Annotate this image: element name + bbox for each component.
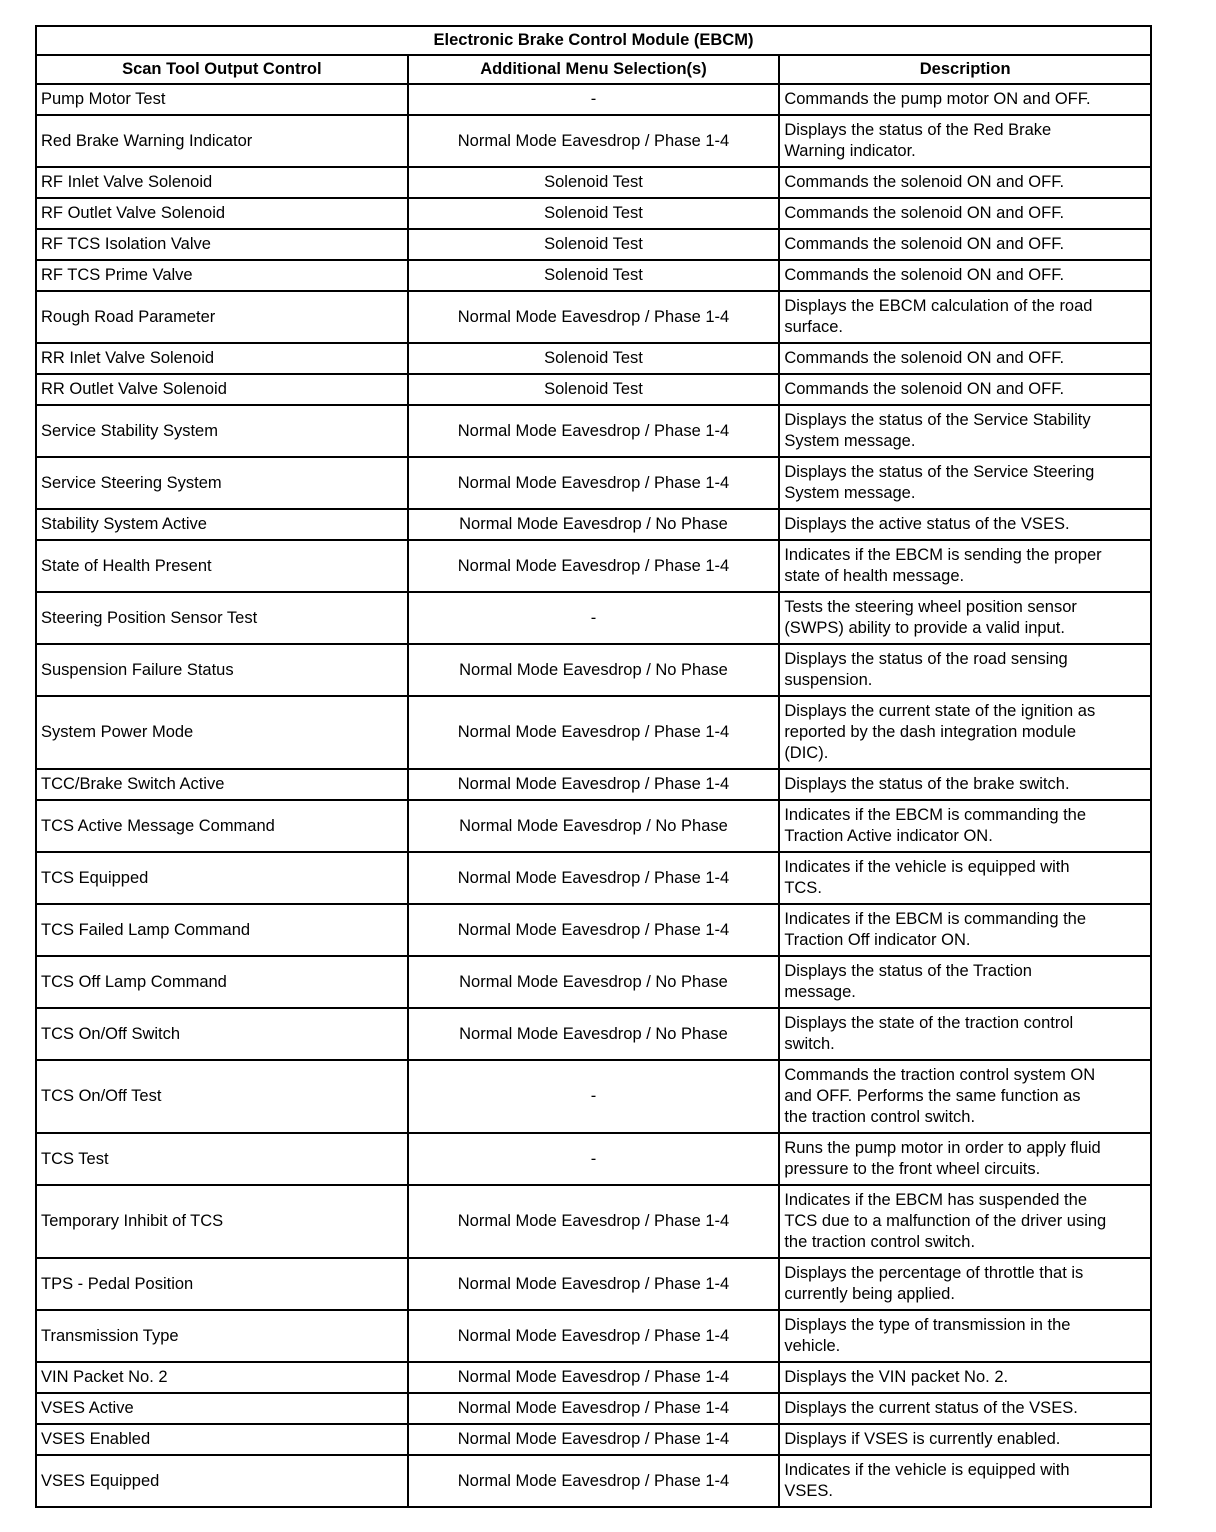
output-control-cell: RF Inlet Valve Solenoid xyxy=(36,167,408,198)
output-control-cell: TCS Failed Lamp Command xyxy=(36,904,408,956)
description-cell: Tests the steering wheel position sensor (SWPS) ability to provide a valid input. xyxy=(779,592,1151,644)
menu-selection-cell: - xyxy=(408,1133,780,1185)
table-row xyxy=(36,904,1151,956)
menu-selection-cell: - xyxy=(408,84,780,115)
menu-selection-cell: Normal Mode Eavesdrop / Phase 1-4 xyxy=(408,769,780,800)
menu-selection-cell: Solenoid Test xyxy=(408,229,780,260)
output-control-cell: RF TCS Prime Valve xyxy=(36,260,408,291)
output-control-cell: Steering Position Sensor Test xyxy=(36,592,408,644)
description-cell: Indicates if the EBCM is commanding the Traction Off indicator ON. xyxy=(779,904,1151,956)
table-row xyxy=(36,592,1151,644)
table-title-row xyxy=(36,26,1151,55)
menu-selection-cell: Solenoid Test xyxy=(408,260,780,291)
menu-selection-cell: - xyxy=(408,1060,780,1133)
table-header-row xyxy=(36,55,1151,84)
description-cell: Indicates if the EBCM has suspended the TCS due to a malfunction of the driver using the traction control switch. xyxy=(779,1185,1151,1258)
table-row xyxy=(36,644,1151,696)
header-scan-tool-output-control: Scan Tool Output Control xyxy=(36,55,408,84)
output-control-cell: Service Stability System xyxy=(36,405,408,457)
output-control-cell: Stability System Active xyxy=(36,509,408,540)
output-control-cell: TPS - Pedal Position xyxy=(36,1258,408,1310)
description-cell: Commands the pump motor ON and OFF. xyxy=(779,84,1151,115)
output-control-cell: VSES Active xyxy=(36,1393,408,1424)
output-control-cell: VSES Equipped xyxy=(36,1455,408,1507)
output-control-cell: RR Inlet Valve Solenoid xyxy=(36,343,408,374)
description-cell: Displays the status of the Red Brake Warning indicator. xyxy=(779,115,1151,167)
table-row xyxy=(36,343,1151,374)
description-cell: Displays the state of the traction control switch. xyxy=(779,1008,1151,1060)
table-row xyxy=(36,84,1151,115)
table-row xyxy=(36,1455,1151,1507)
menu-selection-cell: Solenoid Test xyxy=(408,167,780,198)
output-control-cell: TCS Active Message Command xyxy=(36,800,408,852)
description-cell: Displays the active status of the VSES. xyxy=(779,509,1151,540)
output-control-cell: Red Brake Warning Indicator xyxy=(36,115,408,167)
header-description: Description xyxy=(779,55,1151,84)
menu-selection-cell: Normal Mode Eavesdrop / Phase 1-4 xyxy=(408,1455,780,1507)
output-control-cell: RF TCS Isolation Valve xyxy=(36,229,408,260)
menu-selection-cell: Normal Mode Eavesdrop / No Phase xyxy=(408,509,780,540)
description-cell: Displays the status of the Service Stability System message. xyxy=(779,405,1151,457)
menu-selection-cell: Normal Mode Eavesdrop / No Phase xyxy=(408,956,780,1008)
description-cell: Commands the solenoid ON and OFF. xyxy=(779,198,1151,229)
menu-selection-cell: Normal Mode Eavesdrop / No Phase xyxy=(408,800,780,852)
header-additional-menu-selections: Additional Menu Selection(s) xyxy=(408,55,780,84)
table-row xyxy=(36,1060,1151,1133)
output-control-cell: Rough Road Parameter xyxy=(36,291,408,343)
description-cell: Displays the EBCM calculation of the road surface. xyxy=(779,291,1151,343)
output-control-cell: TCS On/Off Test xyxy=(36,1060,408,1133)
menu-selection-cell: Normal Mode Eavesdrop / Phase 1-4 xyxy=(408,1424,780,1455)
description-cell: Displays if VSES is currently enabled. xyxy=(779,1424,1151,1455)
table-row xyxy=(36,115,1151,167)
table-row xyxy=(36,1424,1151,1455)
menu-selection-cell: Normal Mode Eavesdrop / Phase 1-4 xyxy=(408,852,780,904)
menu-selection-cell: Normal Mode Eavesdrop / Phase 1-4 xyxy=(408,1362,780,1393)
output-control-cell: TCS Test xyxy=(36,1133,408,1185)
output-control-cell: Transmission Type xyxy=(36,1310,408,1362)
menu-selection-cell: Normal Mode Eavesdrop / Phase 1-4 xyxy=(408,457,780,509)
description-cell: Commands the solenoid ON and OFF. xyxy=(779,167,1151,198)
description-cell: Displays the status of the road sensing suspension. xyxy=(779,644,1151,696)
table-row xyxy=(36,1310,1151,1362)
description-cell: Commands the solenoid ON and OFF. xyxy=(779,343,1151,374)
menu-selection-cell: Normal Mode Eavesdrop / Phase 1-4 xyxy=(408,1393,780,1424)
description-cell: Displays the VIN packet No. 2. xyxy=(779,1362,1151,1393)
menu-selection-cell: Normal Mode Eavesdrop / Phase 1-4 xyxy=(408,540,780,592)
table-row xyxy=(36,229,1151,260)
table-row xyxy=(36,852,1151,904)
output-control-cell: Temporary Inhibit of TCS xyxy=(36,1185,408,1258)
menu-selection-cell: Normal Mode Eavesdrop / Phase 1-4 xyxy=(408,291,780,343)
table-row xyxy=(36,540,1151,592)
description-cell: Indicates if the vehicle is equipped with TCS. xyxy=(779,852,1151,904)
menu-selection-cell: Solenoid Test xyxy=(408,374,780,405)
table-row xyxy=(36,1258,1151,1310)
table-row xyxy=(36,405,1151,457)
description-cell: Displays the percentage of throttle that is currently being applied. xyxy=(779,1258,1151,1310)
description-cell: Runs the pump motor in order to apply fluid pressure to the front wheel circuits. xyxy=(779,1133,1151,1185)
table-row xyxy=(36,457,1151,509)
table-row xyxy=(36,260,1151,291)
output-control-cell: VSES Enabled xyxy=(36,1424,408,1455)
menu-selection-cell: Normal Mode Eavesdrop / No Phase xyxy=(408,1008,780,1060)
table-row xyxy=(36,1362,1151,1393)
table-row xyxy=(36,1133,1151,1185)
output-control-cell: Pump Motor Test xyxy=(36,84,408,115)
output-control-cell: RR Outlet Valve Solenoid xyxy=(36,374,408,405)
menu-selection-cell: - xyxy=(408,592,780,644)
description-cell: Displays the status of the brake switch. xyxy=(779,769,1151,800)
menu-selection-cell: Normal Mode Eavesdrop / Phase 1-4 xyxy=(408,405,780,457)
menu-selection-cell: Normal Mode Eavesdrop / Phase 1-4 xyxy=(408,1310,780,1362)
table-row xyxy=(36,374,1151,405)
description-cell: Indicates if the EBCM is commanding the Traction Active indicator ON. xyxy=(779,800,1151,852)
output-control-cell: System Power Mode xyxy=(36,696,408,769)
menu-selection-cell: Normal Mode Eavesdrop / Phase 1-4 xyxy=(408,1258,780,1310)
table-row xyxy=(36,800,1151,852)
description-cell: Displays the current status of the VSES. xyxy=(779,1393,1151,1424)
description-cell: Displays the current state of the ignition as reported by the dash integration module (DIC). xyxy=(779,696,1151,769)
table-row xyxy=(36,696,1151,769)
ebcm-output-control-table xyxy=(35,25,1152,1508)
table-row xyxy=(36,198,1151,229)
description-cell: Commands the solenoid ON and OFF. xyxy=(779,229,1151,260)
menu-selection-cell: Normal Mode Eavesdrop / Phase 1-4 xyxy=(408,904,780,956)
description-cell: Displays the status of the Traction message. xyxy=(779,956,1151,1008)
table-row xyxy=(36,1185,1151,1258)
description-cell: Commands the solenoid ON and OFF. xyxy=(779,374,1151,405)
output-control-cell: TCS Off Lamp Command xyxy=(36,956,408,1008)
output-control-cell: TCC/Brake Switch Active xyxy=(36,769,408,800)
description-cell: Indicates if the vehicle is equipped with VSES. xyxy=(779,1455,1151,1507)
output-control-cell: Service Steering System xyxy=(36,457,408,509)
description-cell: Displays the type of transmission in the vehicle. xyxy=(779,1310,1151,1362)
table-row xyxy=(36,167,1151,198)
menu-selection-cell: Solenoid Test xyxy=(408,198,780,229)
output-control-cell: TCS Equipped xyxy=(36,852,408,904)
menu-selection-cell: Normal Mode Eavesdrop / Phase 1-4 xyxy=(408,1185,780,1258)
description-cell: Indicates if the EBCM is sending the proper state of health message. xyxy=(779,540,1151,592)
table-title: Electronic Brake Control Module (EBCM) xyxy=(36,26,1151,55)
menu-selection-cell: Solenoid Test xyxy=(408,343,780,374)
menu-selection-cell: Normal Mode Eavesdrop / No Phase xyxy=(408,644,780,696)
description-cell: Commands the solenoid ON and OFF. xyxy=(779,260,1151,291)
table-row xyxy=(36,1008,1151,1060)
description-cell: Commands the traction control system ON and OFF. Performs the same function as the traction control switch. xyxy=(779,1060,1151,1133)
table-body xyxy=(36,84,1151,1507)
output-control-cell: State of Health Present xyxy=(36,540,408,592)
output-control-cell: TCS On/Off Switch xyxy=(36,1008,408,1060)
menu-selection-cell: Normal Mode Eavesdrop / Phase 1-4 xyxy=(408,696,780,769)
table-row xyxy=(36,509,1151,540)
output-control-cell: VIN Packet No. 2 xyxy=(36,1362,408,1393)
menu-selection-cell: Normal Mode Eavesdrop / Phase 1-4 xyxy=(408,115,780,167)
output-control-cell: RF Outlet Valve Solenoid xyxy=(36,198,408,229)
description-cell: Displays the status of the Service Steering System message. xyxy=(779,457,1151,509)
table-row xyxy=(36,956,1151,1008)
table-row xyxy=(36,1393,1151,1424)
table-row xyxy=(36,291,1151,343)
output-control-cell: Suspension Failure Status xyxy=(36,644,408,696)
table-row xyxy=(36,769,1151,800)
